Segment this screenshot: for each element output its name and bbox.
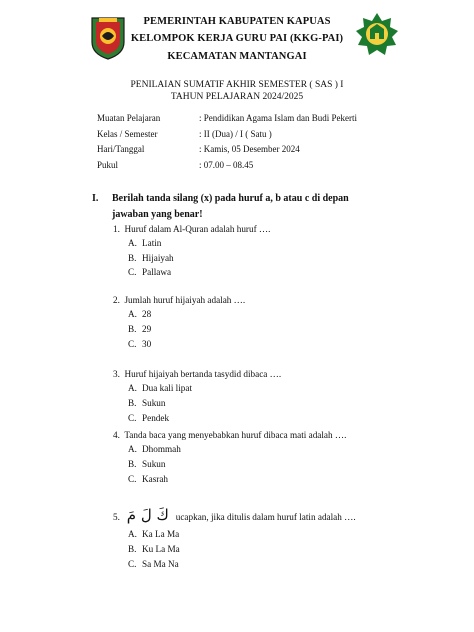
option: A. 28 (128, 309, 152, 319)
info-value: : II (Dua) / I ( Satu ) (199, 129, 272, 139)
question-text: Jumlah huruf hijaiyah adalah …. (124, 295, 246, 305)
option: A. Ka La Ma (128, 529, 180, 539)
option: C. Pendek (128, 413, 170, 423)
info-value: : Kamis, 05 Desember 2024 (199, 144, 300, 154)
header-line-2: KELOMPOK KERJA GURU PAI (KKG-PAI) (130, 33, 344, 44)
option: A. Dua kali lipat (128, 383, 193, 393)
question-1 (113, 224, 270, 234)
info-label: Kelas / Semester (97, 129, 158, 139)
info-label: Pukul (97, 160, 119, 170)
question-text: Tanda baca yang menyebabkan huruf dibaca mati adalah …. (124, 430, 347, 440)
header-line-1: PEMERINTAH KABUPATEN KAPUAS (143, 16, 331, 27)
header-line-3: KECAMATAN MANTANGAI (167, 51, 307, 62)
question-3 (113, 369, 281, 379)
exam-title: PENILAIAN SUMATIF AKHIR SEMESTER ( SAS ) I (130, 80, 344, 90)
option: B. Sukun (128, 459, 166, 469)
question-number: 5. (113, 512, 120, 522)
option: C. Sa Ma Na (128, 559, 179, 569)
question-text: Huruf hijaiyah bertanda tasydid dibaca …. (124, 369, 282, 379)
question-5 (113, 506, 356, 524)
option: B. Ku La Ma (128, 544, 180, 554)
question-number: 4. (113, 430, 120, 440)
option: C. 30 (128, 339, 152, 349)
option: B. 29 (128, 324, 152, 334)
option: A. Latin (128, 238, 162, 248)
question-2 (113, 295, 245, 305)
question-4 (113, 430, 346, 440)
option: B. Sukun (128, 398, 166, 408)
section-instruction: Berilah tanda silang (x) pada huruf a, b atau c di depan (112, 193, 349, 204)
info-value: : 07.00 – 08.45 (199, 160, 254, 170)
option: A. Dhommah (128, 444, 181, 454)
info-value: : Pendidikan Agama Islam dan Budi Pekerti (199, 113, 357, 123)
question-text: ucapkan, jika ditulis dalam huruf latin adalah …. (175, 512, 356, 522)
question-text: Huruf dalam Al-Quran adalah huruf …. (124, 224, 271, 234)
question-number: 1. (113, 224, 120, 234)
academic-year: TAHUN PELAJARAN 2024/2025 (170, 92, 304, 102)
section-instruction-cont: jawaban yang benar! (112, 209, 203, 220)
option: C. Pallawa (128, 267, 172, 277)
info-label: Hari/Tanggal (97, 144, 145, 154)
question-number: 3. (113, 369, 120, 379)
option: B. Hijaiyah (128, 253, 174, 263)
question-number: 2. (113, 295, 120, 305)
arabic-letters: كَ لَ مَ (126, 506, 169, 524)
section-number: I. (92, 193, 99, 204)
info-label: Muatan Pelajaran (97, 113, 161, 123)
option: C. Kasrah (128, 474, 169, 484)
